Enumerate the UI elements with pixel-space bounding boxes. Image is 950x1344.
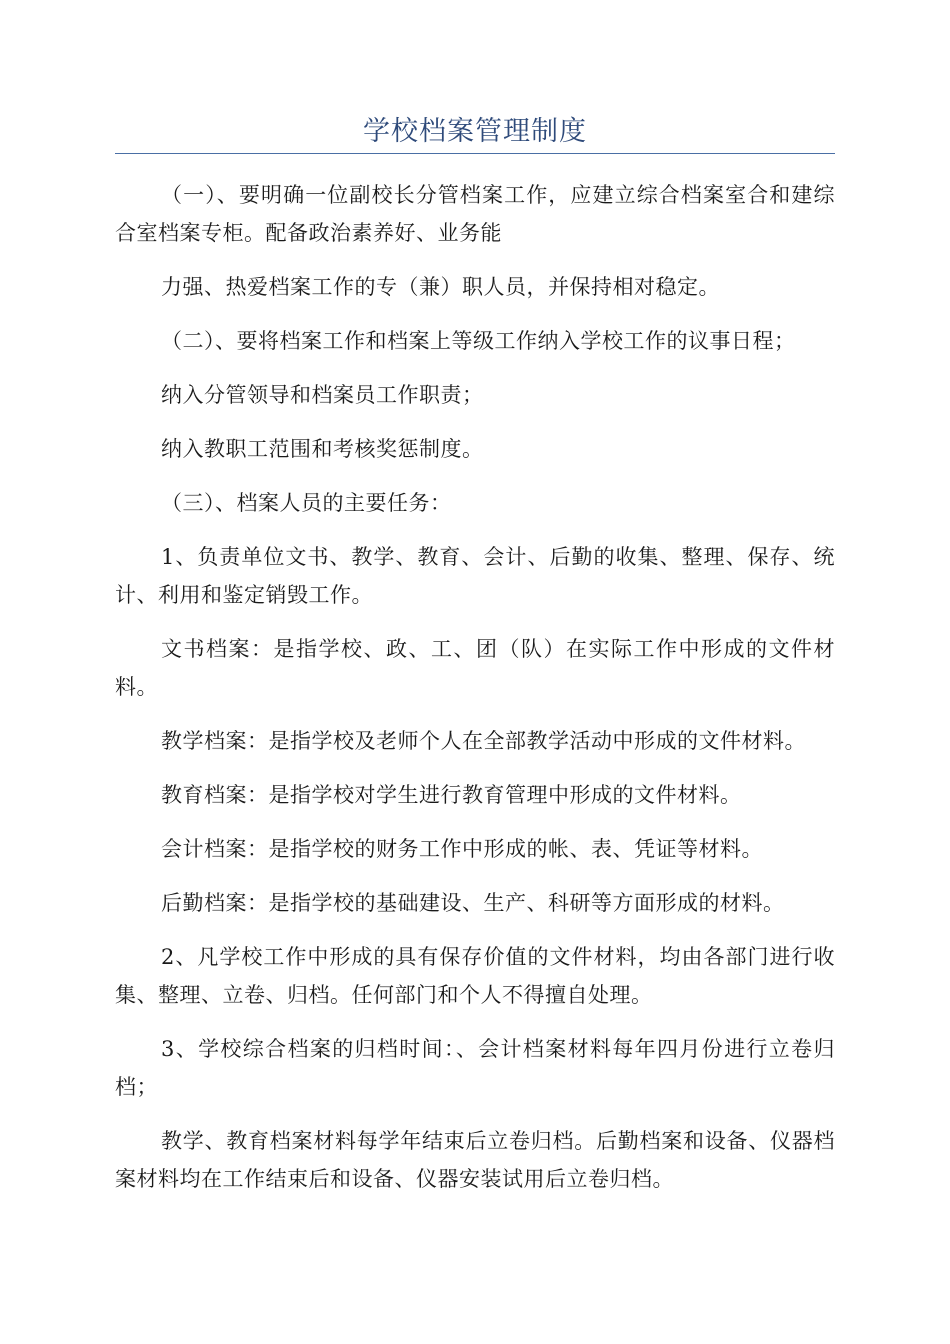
paragraph: （一）、要明确一位副校长分管档案工作，应建立综合档案室合和建综合室档案专柜。配备政治素养好、业务能 [115,183,835,245]
paragraph: 力强、热爱档案工作的专（兼）职人员，并保持相对稳定。 [161,275,720,299]
paragraph: 3、学校综合档案的归档时间：、会计档案材料每年四月份进行立卷归档； [115,1037,835,1099]
paragraph: （二）、要将档案工作和档案上等级工作纳入学校工作的议事日程； [161,329,796,353]
document-page [115,0,835,1344]
paragraph: 2、凡学校工作中形成的具有保存价值的文件材料，均由各部门进行收集、整理、立卷、归档。任何部门和个人不得擅自处理。 [115,945,835,1007]
paragraph: 后勤档案：是指学校的基础建设、生产、科研等方面形成的材料。 [161,891,785,915]
paragraph: 会计档案：是指学校的财务工作中形成的帐、表、凭证等材料。 [161,837,763,861]
paragraph: 1、负责单位文书、教学、教育、会计、后勤的收集、整理、保存、统计、利用和鉴定销毁工作。 [115,545,835,607]
document-body [115,176,835,1214]
paragraph: 教育档案：是指学校对学生进行教育管理中形成的文件材料。 [161,783,742,807]
paragraph: 文书档案：是指学校、政、工、团（队）在实际工作中形成的文件材料。 [115,637,835,699]
paragraph: 教学、教育档案材料每学年结束后立卷归档。后勤档案和设备、仪器档案材料均在工作结束后和设备、仪器安装试用后立卷归档。 [115,1129,835,1191]
paragraph: 纳入教职工范围和考核奖惩制度。 [161,437,484,461]
title-underline [115,153,835,154]
paragraph: 纳入分管领导和档案员工作职责； [161,383,484,407]
paragraph: （三）、档案人员的主要任务： [161,491,452,515]
document-title: 学校档案管理制度 [363,116,587,147]
paragraph: 教学档案：是指学校及老师个人在全部教学活动中形成的文件材料。 [161,729,806,753]
